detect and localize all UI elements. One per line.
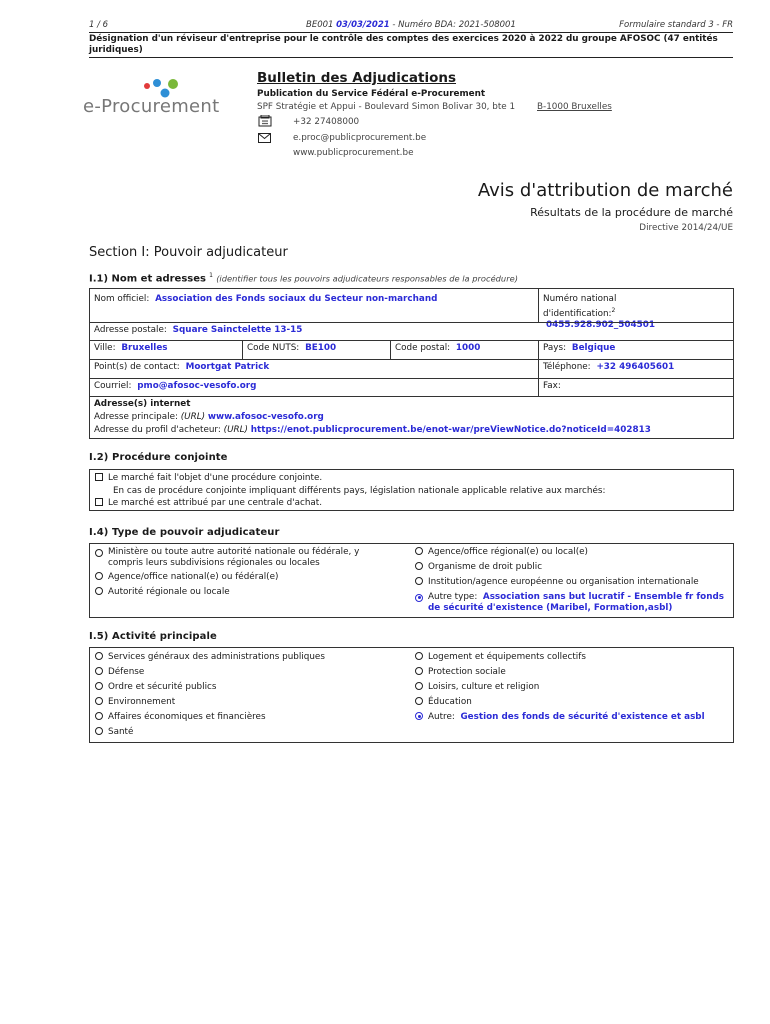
i5-box <box>89 647 734 743</box>
central-purchasing-option[interactable] <box>95 498 322 509</box>
notice-type-subtitle: Résultats de la procédure de marché <box>530 206 733 219</box>
url-tag-2: (URL) <box>223 425 248 435</box>
fax-cell <box>538 378 733 396</box>
main-activity-option[interactable] <box>415 682 539 693</box>
authority-type-label: Autorité régionale ou locale <box>108 587 230 597</box>
official-name: Association des Fonds sociaux du Secteur non-marchand <box>155 294 438 304</box>
internet-cell <box>90 396 733 438</box>
radio-icon[interactable] <box>95 549 103 557</box>
buyer-profile-row <box>94 424 729 437</box>
authority-type-option[interactable] <box>415 547 588 558</box>
national-id-footnote: 2 <box>611 307 616 314</box>
country-cell <box>538 340 733 359</box>
radio-icon[interactable] <box>415 577 423 585</box>
logo-text: e-Procurement <box>83 96 220 117</box>
main-activity-label: Défense <box>108 667 145 677</box>
bulletin-title: Bulletin des Adjudications <box>257 70 457 86</box>
main-activity-label: Santé <box>108 727 134 737</box>
city: Bruxelles <box>121 343 168 353</box>
email[interactable]: pmo@afosoc-vesofo.org <box>137 381 257 391</box>
i1-heading: I.1) Nom et adresses <box>89 273 206 285</box>
authority-type-option[interactable] <box>95 572 278 583</box>
main-activity-label: Services généraux des administrations publiques <box>108 652 325 662</box>
url-tag: (URL) <box>180 412 206 422</box>
national-id: 0455.928.902_504501 <box>546 319 656 330</box>
directive: Directive 2014/24/UE <box>639 223 733 233</box>
envelope-icon <box>258 133 272 146</box>
main-address-row <box>94 411 729 424</box>
city-label: Ville: <box>94 343 116 353</box>
authority-type-label: Institution/agence européenne ou organisation internationale <box>428 577 699 587</box>
authority-type-option[interactable] <box>415 562 542 573</box>
authority-type-other-option[interactable] <box>415 592 730 614</box>
fax-label: Fax: <box>543 381 561 391</box>
radio-selected-icon[interactable] <box>415 712 423 720</box>
postal-address-cell <box>90 319 733 340</box>
main-activity-label: Environnement <box>108 697 176 707</box>
authority-type-other-label: Autre type: <box>428 592 478 602</box>
contact-label: Point(s) de contact: <box>94 362 180 372</box>
authority-type-option[interactable] <box>415 577 699 588</box>
contact: Moortgat Patrick <box>185 362 270 372</box>
radio-icon[interactable] <box>95 712 103 720</box>
email-label: Courriel: <box>94 381 132 391</box>
nuts-label: Code NUTS: <box>247 343 300 353</box>
phone: +32 496405601 <box>596 362 675 372</box>
main-activity-label: Ordre et sécurité publics <box>108 682 217 692</box>
radio-icon[interactable] <box>95 682 103 690</box>
official-name-cell <box>90 289 538 322</box>
national-id-label1: Numéro national <box>543 294 617 304</box>
authority-type-option[interactable] <box>95 587 230 598</box>
main-address-label: Adresse principale: <box>94 412 178 422</box>
national-id-cell <box>538 289 733 330</box>
authority-type-label: Ministère ou toute autre autorité nationale ou fédérale, y compris leurs subdivisions régionales ou locales <box>108 547 360 568</box>
section-title: Section I: Pouvoir adjudicateur <box>89 245 288 260</box>
buyer-profile-label: Adresse du profil d'acheteur: <box>94 425 221 435</box>
main-activity-other-value: Gestion des fonds de sécurité d'existence et asbl <box>460 712 705 722</box>
radio-selected-icon[interactable] <box>415 594 423 602</box>
radio-icon[interactable] <box>415 562 423 570</box>
checkbox-icon[interactable] <box>95 498 103 506</box>
notice-title-line1: Désignation d'un réviseur d'entreprise pour le contrôle des comptes des exercices 2020 à 2022 du groupe AFOSOC (47 entités <box>89 34 718 44</box>
main-activity-label: Éducation <box>428 697 472 707</box>
postal-address-label: Adresse postale: <box>94 325 167 335</box>
main-activity-label: Protection sociale <box>428 667 506 677</box>
notice-reference <box>306 20 516 30</box>
main-activity-option[interactable] <box>95 697 175 708</box>
main-activity-option[interactable] <box>95 682 216 693</box>
authority-type-option[interactable] <box>95 547 385 569</box>
ref-code: BE001 <box>306 20 334 30</box>
bulletin-website[interactable]: www.publicprocurement.be <box>293 148 414 158</box>
i2-box <box>89 469 734 511</box>
i5-heading: I.5) Activité principale <box>89 631 217 642</box>
i4-heading: I.4) Type de pouvoir adjudicateur <box>89 527 280 538</box>
radio-icon[interactable] <box>415 697 423 705</box>
radio-icon[interactable] <box>95 667 103 675</box>
notice-title <box>89 34 739 56</box>
radio-icon[interactable] <box>95 652 103 660</box>
joint-procurement-label: Le marché fait l'objet d'une procédure conjointe. <box>108 473 323 483</box>
contact-cell <box>90 359 538 378</box>
page-number: 1 / 6 <box>89 20 109 30</box>
main-activity-label: Logement et équipements collectifs <box>428 652 586 662</box>
main-activity-label: Loisirs, culture et religion <box>428 682 540 692</box>
radio-icon[interactable] <box>415 667 423 675</box>
phone-icon <box>258 115 272 130</box>
eprocurement-logo <box>80 78 230 123</box>
main-activity-option[interactable] <box>95 667 144 678</box>
country-label: Pays: <box>543 343 567 353</box>
main-activity-option[interactable] <box>95 727 133 738</box>
i2-heading: I.2) Procédure conjointe <box>89 452 228 463</box>
radio-icon[interactable] <box>95 587 103 595</box>
main-activity-label: Affaires économiques et financières <box>108 712 266 722</box>
main-activity-option[interactable] <box>415 667 506 678</box>
checkbox-icon[interactable] <box>95 473 103 481</box>
bulletin-email[interactable]: e.proc@publicprocurement.be <box>293 133 427 143</box>
radio-icon[interactable] <box>415 652 423 660</box>
postcode: 1000 <box>455 343 481 353</box>
authority-type-label: Organisme de droit public <box>428 562 543 572</box>
email-cell <box>90 378 538 396</box>
radio-icon[interactable] <box>415 682 423 690</box>
bulletin-subtitle: Publication du Service Fédéral e-Procurement <box>257 89 486 99</box>
postal-address: Square Sainctelette 13-15 <box>172 325 303 335</box>
ref-date: 03/03/2021 <box>336 20 390 30</box>
main-activity-option[interactable] <box>415 652 586 663</box>
postcode-cell <box>390 340 538 359</box>
national-id-label2: d'identification: <box>543 308 612 319</box>
i1-heading-row <box>89 272 518 284</box>
header-rule-bottom <box>89 57 733 58</box>
phone-label: Téléphone: <box>543 362 591 372</box>
joint-procurement-note: En cas de procédure conjointe impliquant différents pays, législation nationale applicable relative aux marchés: <box>113 486 606 496</box>
city-cell <box>90 340 242 359</box>
nuts-code: BE100 <box>305 343 337 353</box>
bulletin-phone: +32 27408000 <box>293 117 360 127</box>
main-activity-option[interactable] <box>95 712 266 723</box>
buyer-profile[interactable]: https://enot.publicprocurement.be/enot-war/preViewNotice.do?noticeId=402813 <box>250 425 651 435</box>
bda-number: - Numéro BDA: 2021-508001 <box>392 20 516 30</box>
form-type: Formulaire standard 3 - FR <box>619 20 733 30</box>
notice-type-title: Avis d'attribution de marché <box>477 180 733 201</box>
radio-icon[interactable] <box>95 697 103 705</box>
joint-procurement-option[interactable] <box>95 473 322 484</box>
official-name-label: Nom officiel: <box>94 294 150 304</box>
radio-icon[interactable] <box>95 572 103 580</box>
country: Belgique <box>571 343 616 353</box>
phone-cell <box>538 359 733 378</box>
main-activity-other-label: Autre: <box>428 712 455 722</box>
bulletin-address: SPF Stratégie et Appui - Boulevard Simon Bolivar 30, bte 1 <box>257 102 516 112</box>
nuts-cell <box>242 340 390 359</box>
i1-footnote: 1 <box>209 272 213 279</box>
radio-icon[interactable] <box>415 547 423 555</box>
main-activity-other-option[interactable] <box>415 712 705 723</box>
i1-table <box>89 288 734 439</box>
authority-type-other <box>428 592 730 614</box>
notice-title-line2: juridiques) <box>89 45 143 55</box>
bulletin-city: B-1000 Bruxelles <box>537 102 612 112</box>
header-rule <box>89 32 733 33</box>
authority-type-label: Agence/office national(e) ou fédéral(e) <box>108 572 279 582</box>
authority-type-label: Agence/office régional(e) ou local(e) <box>428 547 588 557</box>
main-activity-option[interactable] <box>415 697 472 708</box>
postcode-label: Code postal: <box>395 343 451 353</box>
internet-heading: Adresse(s) internet <box>94 399 191 409</box>
i4-box <box>89 543 734 618</box>
authority-type-other-value: Association sans but lucratif - Ensemble fr fonds de sécurité d'existence (Maribel, Formation,asbl) <box>428 592 724 613</box>
radio-icon[interactable] <box>95 727 103 735</box>
main-activity-option[interactable] <box>95 652 325 663</box>
main-address[interactable]: www.afosoc-vesofo.org <box>207 412 324 422</box>
i1-note: (identifier tous les pouvoirs adjudicateurs responsables de la procédure) <box>216 273 518 284</box>
central-purchasing-label: Le marché est attribué par une centrale d'achat. <box>108 498 323 508</box>
